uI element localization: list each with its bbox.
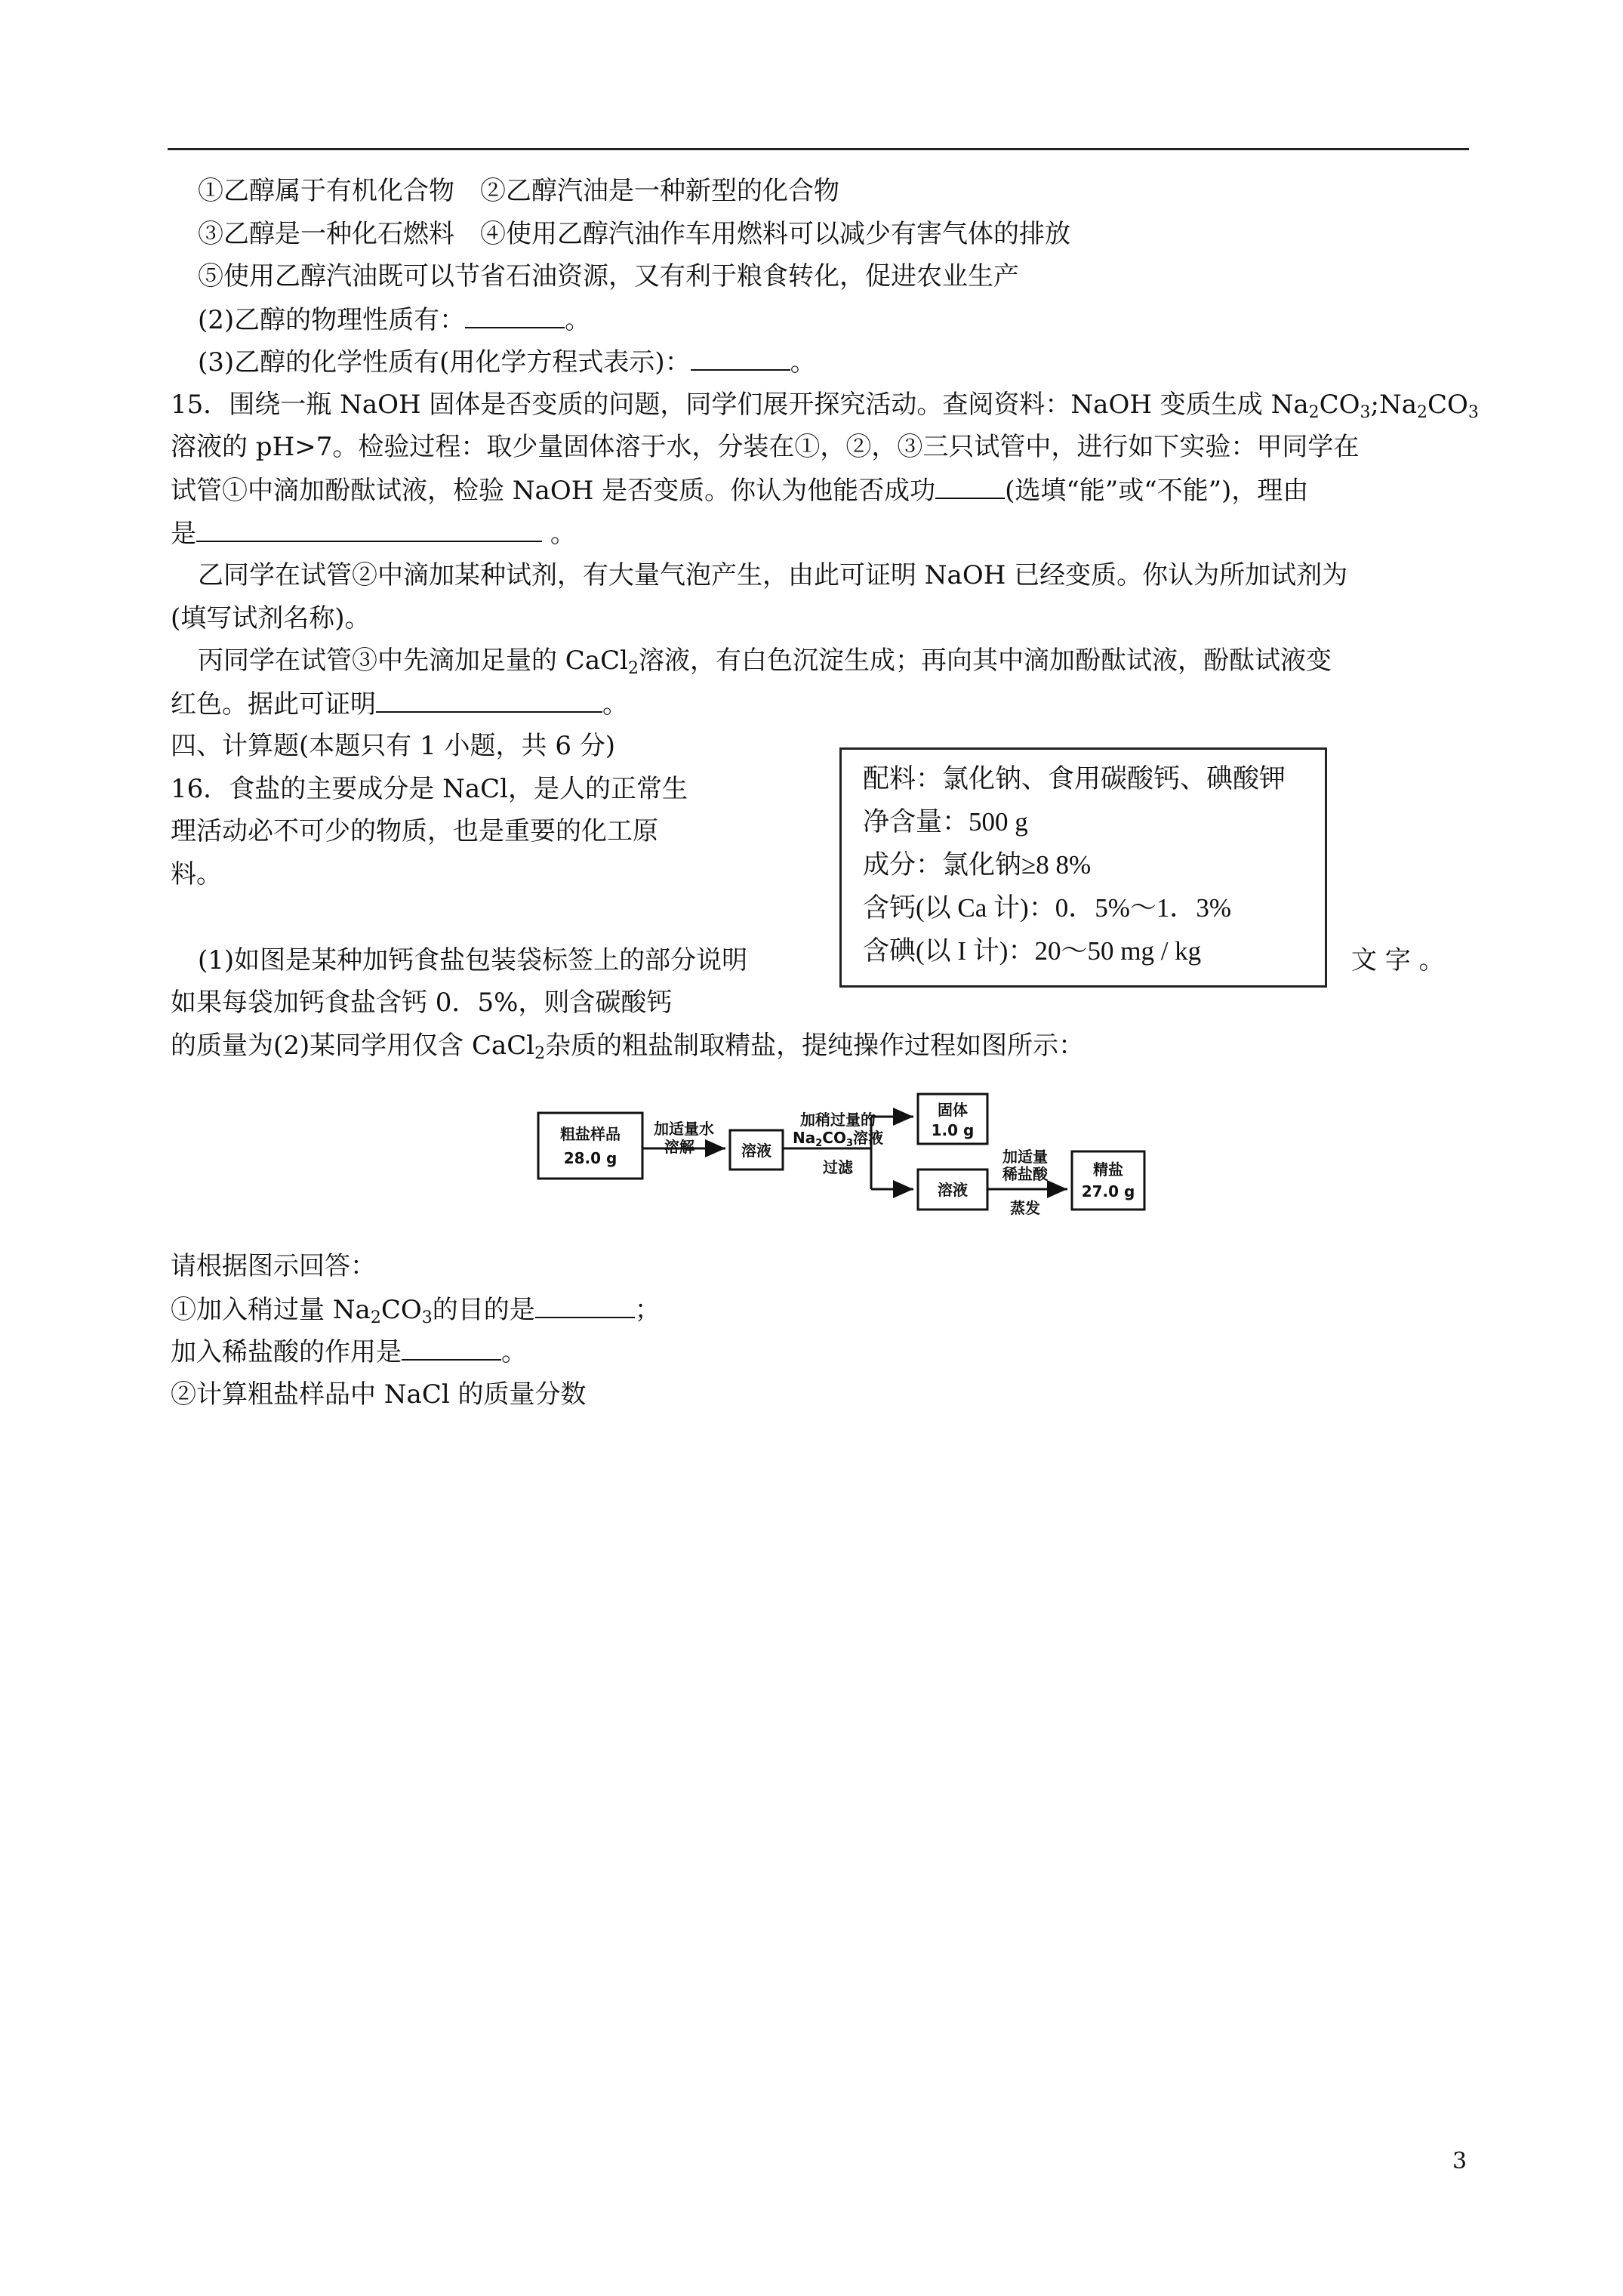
step-filter: 过滤	[823, 1158, 853, 1176]
step-add-appropriate: 加适量	[1002, 1148, 1048, 1166]
step-evaporate: 蒸发	[1010, 1199, 1040, 1217]
page-number: 3	[1452, 2148, 1467, 2174]
refined-salt-label: 精盐	[1093, 1160, 1123, 1179]
step-dilute-hcl: 稀盐酸	[1002, 1165, 1048, 1183]
q16-line-4-tail: 文 字 。	[1351, 945, 1445, 975]
q15-line-8: 红色。据此可证明 。	[171, 689, 628, 720]
crude-salt-label: 粗盐样品	[560, 1125, 621, 1143]
q15-line-5: 乙同学在试管②中滴加某种试剂，有大量气泡产生，由此可证明 NaOH 已经变质。你认为所加试剂为	[198, 560, 1348, 590]
solution-1-label: 溶液	[741, 1142, 771, 1160]
step-add-water: 加适量水	[654, 1120, 714, 1138]
q16-line-3: 料。	[171, 859, 222, 889]
q15-line-2: 溶液的 pH>7。检验过程：取少量固体溶于水，分装在①，②，③三只试管中，进行如下实验：甲同学在	[171, 432, 1360, 462]
q15-line-4: 是 。	[171, 519, 576, 549]
q14-option-line-3: ⑤使用乙醇汽油既可以节省石油资源，又有利于粮食转化，促进农业生产	[198, 261, 1019, 291]
solid-label: 固体	[938, 1101, 968, 1119]
q15-line-1: 15．围绕一瓶 NaOH 固体是否变质的问题，同学们展开探究活动。查阅资料：NaOH 变质生成 $Na_2CO_3;Na_2CO_3$	[171, 390, 1479, 422]
answer-blank[interactable]	[402, 1336, 501, 1361]
q16-prompt: 请根据图示回答：	[171, 1251, 376, 1281]
label-ingredients: 配料：氯化钠、食用碳酸钙、碘酸钾	[863, 764, 1286, 794]
label-net-content: 净含量：500 g	[863, 807, 1028, 837]
box-crude-salt	[538, 1113, 642, 1179]
refined-salt-mass: 27.0 g	[1081, 1182, 1135, 1200]
q16-line-1: 16．食盐的主要成分是 NaCl，是人的正常生	[171, 774, 688, 804]
section-heading: 四、计算题(本题只有 1 小题，共 6 分)	[171, 731, 616, 761]
q15-line-7: 丙同学在试管③中先滴加足量的 CaCl$_2$溶液，有白色沉淀生成；再向其中滴加酚酞试液，酚酞试液变	[198, 646, 1332, 678]
q16-line-2: 理活动必不可少的物质，也是重要的化工原	[171, 816, 658, 846]
q16-line-6: 的质量为(2)某同学用仅含 CaCl$_2$杂质的粗盐制取精盐，提纯操作过程如图所示：	[171, 1031, 1085, 1063]
q14-chemical-properties: (3)乙醇的化学性质有(用化学方程式表示)： 。	[198, 347, 816, 378]
q14-physical-properties: (2)乙醇的物理性质有： 。	[198, 305, 591, 335]
solid-mass: 1.0 g	[931, 1121, 975, 1139]
step-na2co3-solution: $Na_2CO_3$溶液	[792, 1129, 884, 1149]
q16-sub-2: ②计算粗盐样品中 NaCl 的质量分数	[171, 1379, 587, 1410]
q15-line-3: 试管①中滴加酚酞试液，检验 NaOH 是否变质。你认为他能否成功 (选填“能”或“不能”)，理由	[171, 476, 1309, 506]
step-add-na2co3: 加稍过量的	[800, 1111, 876, 1129]
solution-2-label: 溶液	[938, 1181, 968, 1199]
q16-sub-1: ①加入稍过量 $Na_2CO_3$的目的是 ；	[171, 1295, 661, 1327]
crude-salt-mass: 28.0 g	[563, 1149, 617, 1167]
q16-sub-1b: 加入稀盐酸的作用是 。	[171, 1337, 527, 1367]
q16-line-5: 如果每袋加钙食盐含钙 0．5%，则含碳酸钙	[171, 988, 673, 1018]
q14-option-line-1: ①乙醇属于有机化合物 ②乙醇汽油是一种新型的化合物	[198, 176, 839, 206]
label-calcium: 含钙(以 Ca 计)：0．5%～1．3%	[863, 893, 1232, 923]
label-iodine: 含碘(以 I 计)：20～50 mg / kg	[863, 936, 1202, 966]
q15-line-6: (填写试剂名称)。	[171, 603, 371, 633]
label-composition: 成分：氯化钠≥8 8%	[863, 850, 1092, 880]
answer-blank[interactable]	[535, 1294, 635, 1318]
q14-option-line-2: ③乙醇是一种化石燃料 ④使用乙醇汽油作车用燃料可以减少有害气体的排放	[198, 219, 1070, 249]
q16-line-4: (1)如图是某种加钙食盐包装袋标签上的部分说明	[198, 945, 748, 975]
step-dissolve: 溶解	[664, 1138, 694, 1156]
